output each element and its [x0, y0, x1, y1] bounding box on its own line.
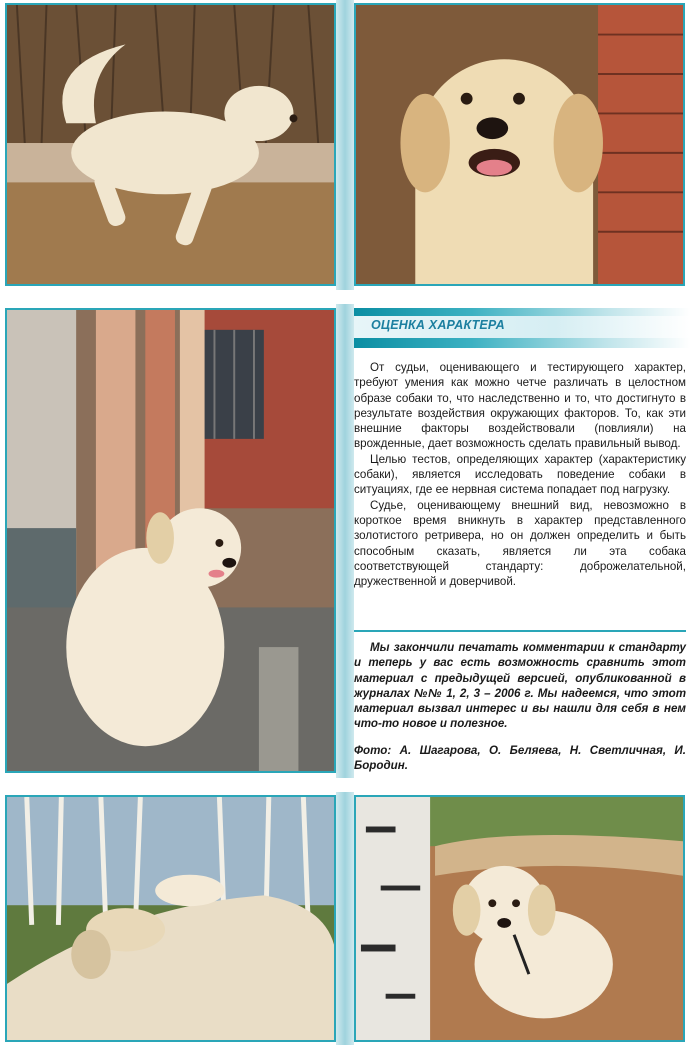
photo-dog-brick-wall — [354, 3, 685, 286]
body-paragraph: Судье, оценивающему внешний вид, невозможно в короткое время вникнуть в характер представленного золотистого ретривера, но он должен определить и быть способным сказать, является ли эта собака соответствующей стандарту: доброжелательной, дружественной и доверчивой. — [354, 498, 686, 589]
photo-credits: Фото: А. Шагарова, О. Беляева, Н. Светличная, И. Бородин. — [354, 743, 686, 773]
body-paragraph: Целью тестов, определяющих характер (характеристику собаки), является исследовать поведение собаки в ситуациях, где ее нервная система попадает под нагрузку. — [354, 452, 686, 497]
section-body — [354, 360, 686, 589]
stripe-gap — [336, 290, 354, 304]
decorative-stripe — [336, 0, 354, 1045]
photo-dogs-forest — [5, 795, 336, 1042]
body-paragraph: От судьи, оценивающего и тестирующего характер, требуют умения как можно четче различать в целостном образе собаки то, что наследственно и то, что достигнуто в результате воздействия окружающих факторов. То, как эти внешние факторы воздействовали (повлияли) на врожденные, дает возможность сделать правильный вывод. — [354, 361, 686, 451]
divider — [354, 630, 686, 632]
photo-sitting-dog — [5, 308, 336, 773]
photo-running-dog — [5, 3, 336, 286]
stripe-gap — [336, 778, 354, 792]
closing-paragraph: Мы закончили печатать комментарии к стандарту и теперь у вас есть возможность сравнить этот материал с предыдущей версией, опубликованной в журналах №№ 1, 2, 3 – 2006 г. Мы надеемся, что этот материал вызвал интерес и вы нашли для себя в нем что-то новое и полезное. — [354, 641, 686, 731]
closing-note — [354, 640, 686, 784]
photo-puppy-birch — [354, 795, 685, 1042]
section-heading: ОЦЕНКА ХАРАКТЕРА — [371, 318, 505, 332]
